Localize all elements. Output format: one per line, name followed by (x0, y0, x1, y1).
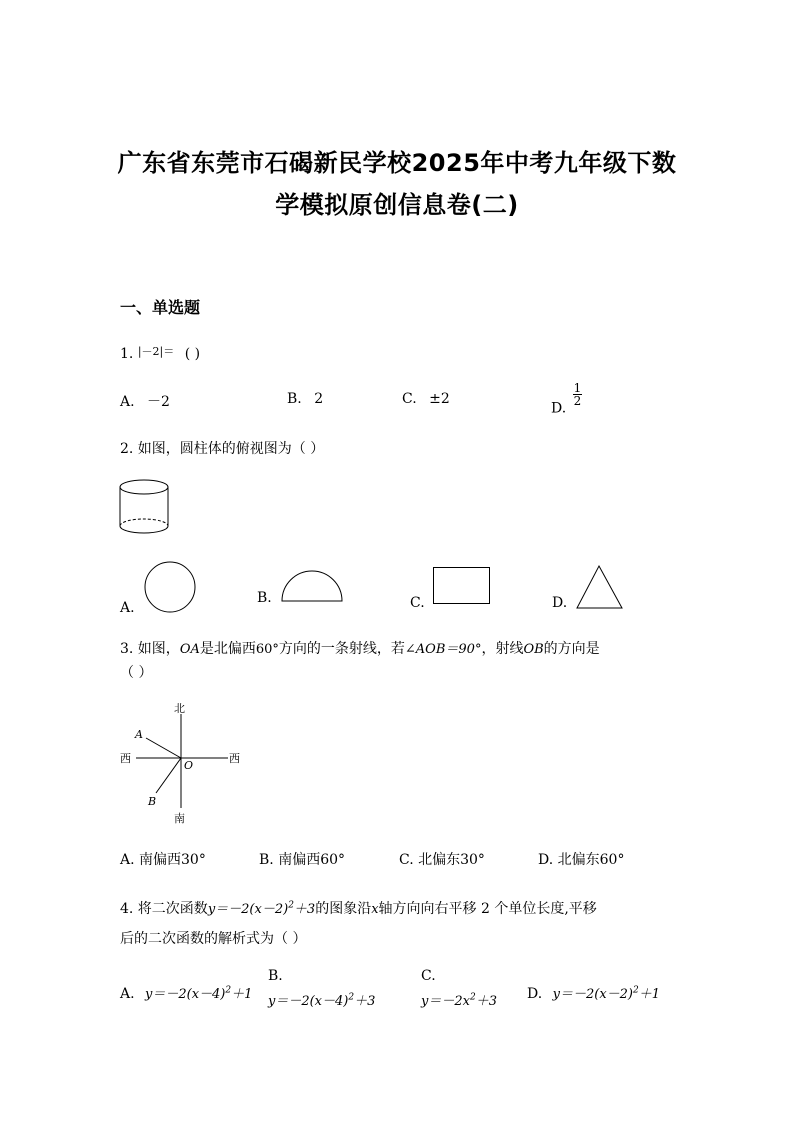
function-tail: ＋3 (293, 902, 316, 917)
direction-diagram (118, 698, 244, 828)
exponent: 2 (633, 985, 639, 996)
text: 的方向是 (543, 641, 600, 657)
q1-option-b[interactable] (287, 391, 323, 407)
question-1 (120, 343, 200, 362)
option-value: ±2 (429, 391, 450, 407)
document-title-line-1: 广东省东莞市石碣新民学校2025年中考九年级下数 (117, 149, 677, 177)
question-4-stem-line-2: 后的二次函数的解析式为（ ） (120, 931, 307, 947)
q2-option-b-label[interactable]: B. (257, 590, 272, 606)
q4-option-c-label[interactable]: C. (421, 968, 436, 984)
angle-condition: ∠AOB＝90° (404, 642, 482, 657)
option-value: －2 (147, 394, 170, 410)
q4-option-b[interactable] (268, 990, 375, 1009)
option-expression (145, 987, 252, 1002)
text: 4. 将二次函数 (120, 901, 208, 917)
option-label: D. (527, 986, 543, 1002)
exponent: 2 (225, 985, 232, 996)
option-label: C. (402, 391, 417, 407)
expr-main: y＝－2(x－4) (145, 987, 226, 1002)
point-a-label: A (135, 728, 143, 741)
q2-option-c-label[interactable]: C. (410, 595, 425, 611)
q1-option-d[interactable] (551, 382, 582, 417)
q1-option-a[interactable] (120, 391, 170, 411)
option-label: A. (120, 986, 135, 1002)
question-3-stem (120, 638, 600, 658)
section-heading-single-choice: 一、单选题 (120, 298, 201, 317)
angle-value: 60° (255, 642, 279, 657)
option-label: B. (287, 391, 302, 407)
exponent: 2 (469, 992, 476, 1003)
exponent: 2 (348, 992, 355, 1003)
q3-option-a[interactable]: A. 南偏西30° (120, 852, 206, 868)
q3-option-d[interactable]: D. 北偏东60° (538, 852, 625, 868)
ray-ob: OB (523, 642, 544, 657)
axis-variable: x (371, 902, 379, 917)
question-4-stem-line-1 (120, 898, 597, 918)
fraction-denominator: 2 (573, 394, 582, 408)
q4-option-d[interactable] (527, 983, 660, 1002)
east-label: 西 (229, 752, 240, 765)
q4-option-c[interactable] (421, 990, 497, 1009)
text: 是北偏西 (199, 641, 256, 657)
function-expression (208, 902, 315, 917)
function-main: y＝－2(x－2) (207, 902, 289, 917)
south-label: 南 (174, 812, 185, 825)
question-1-number: 1. (120, 346, 134, 362)
origin-label: O (184, 759, 194, 772)
point-b-label: B (148, 795, 157, 808)
expr-tail: ＋3 (354, 994, 376, 1009)
expr-tail: ＋1 (231, 987, 253, 1002)
west-label: 西 (120, 752, 131, 765)
rectangle-shape-option[interactable] (432, 566, 492, 606)
question-1-paren: ( ) (184, 346, 201, 362)
option-expression (421, 994, 497, 1009)
expr-main: y＝－2(x－2) (552, 987, 634, 1002)
question-1-expression: |－2|＝ (137, 345, 175, 358)
q2-option-a-label[interactable]: A. (120, 600, 135, 616)
fraction (573, 382, 583, 407)
option-label: D. (551, 400, 567, 417)
expr-tail: ＋3 (475, 994, 497, 1009)
q4-option-a[interactable] (120, 983, 252, 1002)
triangle-shape-option[interactable] (575, 564, 625, 610)
text: 的图象沿 (315, 901, 372, 917)
circle-shape-option[interactable] (143, 560, 197, 614)
ray-oa: OA (179, 642, 200, 657)
option-value: 2 (314, 391, 324, 407)
q3-option-c[interactable]: C. 北偏东30° (399, 852, 485, 868)
q3-option-b[interactable]: B. 南偏西60° (259, 852, 346, 868)
semicircle-shape-option[interactable] (280, 568, 344, 604)
expr-main: y＝－2x (421, 994, 470, 1009)
document-title-line-2: 学模拟原创信息卷(二) (275, 191, 519, 219)
question-2-stem: 2. 如图，圆柱体的俯视图为（ ） (120, 441, 325, 457)
option-label: A. (120, 394, 135, 410)
q4-option-b-label[interactable]: B. (268, 968, 283, 984)
text: 轴方向向右平移 2 个单位长度,平移 (378, 901, 597, 917)
fraction-numerator: 1 (573, 381, 582, 395)
option-expression (553, 987, 660, 1002)
q1-option-c[interactable] (402, 391, 450, 407)
question-3-paren: （ ） (120, 665, 153, 681)
text: 方向的一条射线，若 (278, 641, 405, 657)
expr-tail: ＋1 (638, 987, 661, 1002)
q2-option-d-label[interactable]: D. (552, 595, 568, 611)
text: ，射线 (481, 641, 524, 657)
exponent: 2 (288, 900, 294, 911)
text: 3. 如图， (120, 641, 180, 657)
expr-main: y＝－2(x－4) (268, 994, 349, 1009)
cylinder-figure (118, 478, 172, 538)
north-label: 北 (174, 702, 185, 715)
option-expression (268, 994, 375, 1009)
